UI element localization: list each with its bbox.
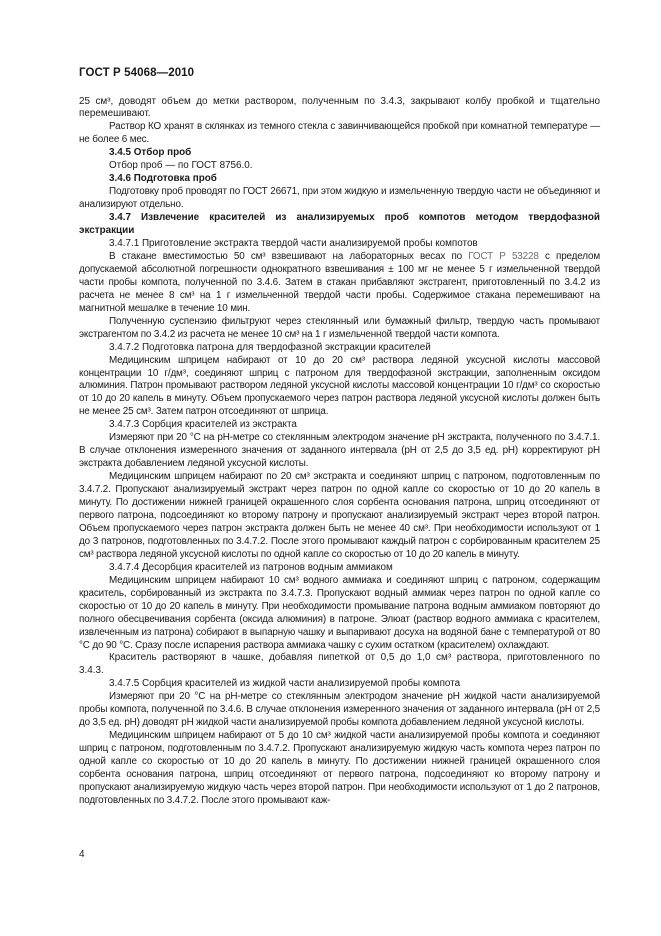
subsection-title-3-4-7-5: 3.4.7.5 Сорбция красителей из жидкой части анализируемой пробы компота bbox=[109, 678, 461, 690]
paragraph: Отбор проб — по ГОСТ 8756.0. bbox=[109, 160, 253, 172]
document-body bbox=[79, 96, 600, 808]
paragraph bbox=[79, 251, 600, 316]
paragraph: Медицинским шприцем набирают от 10 до 20 см³ раствора ледяной уксусной кислоты массовой концентрации 10 г/дм³, соединяют шприц с патроном для твердофазной экстракции, заполненным оксидом алюминия. Патрон промывают раствором ледяной уксусной кислоты массовой концентрации 10 г/дм³ со скоростью от 10 до 20 капель в минуту. Объем пропускаемого через патрон раствора ледяной уксусной кислоты должен быть не менее 25 см³. Затем патрон отсоединяют от шприца. bbox=[79, 354, 600, 418]
paragraph: Медицинским шприцем набирают 10 см³ водного аммиака и соединяют шприц с патроном, содержащим краситель, сорбированный из экстракта по 3.4.7.3. Пропускают водный аммиак через патрон по одной капле со скоростью от 10 до 20 капель в минуту. При необходимости промывание патрона водным аммиаком повторяют до полного обесцвечивания сорбента (оксида алюминия) в патроне. Элюат (раствор водного аммиака с красителем, извлеченным из патрона) собирают в выпарную чашку и выпаривают досуха на водяной бане с температурой от 80 °С до 90 °С. Сразу после испарения раствора аммиака чашку с сухим остатком (красителем) охлаждают. bbox=[79, 574, 600, 651]
paragraph: Краситель растворяют в чашке, добавляя пипеткой от 0,5 до 1,0 см³ раствора, приготовленного по 3.4.3. bbox=[79, 652, 600, 677]
standard-reference: ГОСТ Р 53228 bbox=[468, 250, 539, 262]
paragraph: Подготовку проб проводят по ГОСТ 26671, при этом жидкую и измельченную твердую части не объединяют и анализируют отдельно. bbox=[79, 186, 600, 211]
paragraph: Полученную суспензию фильтруют через стеклянный или бумажный фильтр, твердую часть промывают экстрагентом по 3.4.2 из расчета не менее 10 см³ на 1 г измельченной твердой части компота. bbox=[79, 315, 600, 340]
document-header: ГОСТ Р 54068—2010 bbox=[79, 67, 195, 79]
paragraph-text: В стакане вместимостью 50 см³ взвешивают на лабораторных весах по bbox=[109, 250, 469, 262]
page-number: 4 bbox=[79, 849, 85, 860]
section-heading-3-4-5: 3.4.5 Отбор проб bbox=[109, 147, 192, 159]
subsection-title-3-4-7-3: 3.4.7.3 Сорбция красителей из экстракта bbox=[109, 419, 297, 431]
paragraph: Раствор КО хранят в склянках из темного стекла с завинчивающейся пробкой при комнатной температуре — не более 6 мес. bbox=[79, 121, 600, 146]
paragraph-text: с пределом допускаемой абсолютной погрешности однократного взвешивания ± 100 мг не менее 5 г измельченной твердой части пробы компота, полученной по 3.4.6. Затем в стакан прибавляют экстрагент, приготовленный по 3.4.2 из расчета не менее 8 см³ на 1 г измельченной твердой части пробы. Содержимое стакана перемешивают на магнитной мешалке в течение 10 мин. bbox=[79, 250, 601, 314]
paragraph: Измеряют при 20 °С на рН-метре со стеклянным электродом значение рН жидкой части анализируемой пробы компота, полученной по 3.4.6. В случае отклонения измеренного значения от заданного интервала (рН от 2,5 до 3,5 ед. рН) доводят рН жидкой части анализируемой пробы компота добавлением ледяной уксусной кислоты. bbox=[79, 691, 600, 729]
paragraph: Медицинским шприцем набирают от 5 до 10 см³ жидкой части анализируемой пробы компота и соединяют шприц с патроном, подготовленным по 3.4.7.2. Пропускают анализируемую жидкую часть компота через патрон по одной капле со скоростью от 10 до 20 капель в минуту. По достижении нижней границей окрашенного слоя сорбента основания патрона, шприц отсоединяют от первого патрона, подсоединяют ко второму патрону и пропускают анализируемую жидкую часть через второй патрон. При необходимости используют от 1 до 2 патронов, подготовленных по 3.4.7.2. После этого промывают каж- bbox=[79, 730, 600, 806]
paragraph-continuation: 25 см³, доводят объем до метки раствором, полученным по 3.4.3, закрывают колбу пробкой и тщательно перемешивают. bbox=[79, 95, 600, 120]
section-heading-3-4-7: 3.4.7 Извлечение красителей из анализируемых проб компотов методом твердофазной экстракции bbox=[79, 212, 600, 237]
paragraph: Медицинским шприцем набирают по 20 см³ экстракта и соединяют шприц с патроном, подготовленным по 3.4.7.2. Пропускают анализируемый экстракт через патрон по одной капле со скоростью от 10 до 20 капель в минуту. По достижении нижней границей окрашенного слоя сорбента основания патрона, шприц отсоединяют от первого патрона, подсоединяют ко второму патрону и пропускают анализируемый экстракт через второй патрон. Объем пропускаемого через патрон экстракта должен быть не менее 40 см³. При необходимости используют от 1 до 3 патронов, подготовленных по 3.4.7.2. После этого промывают каждый патрон с сорбированным красителем 25 см³ раствора ледяной уксусной кислоты по одной капле со скоростью от 10 до 20 капель в минуту. bbox=[79, 471, 600, 560]
subsection-title-3-4-7-1: 3.4.7.1 Приготовление экстракта твердой части анализируемой пробы компотов bbox=[109, 237, 478, 249]
section-heading-3-4-6: 3.4.6 Подготовка проб bbox=[109, 173, 217, 185]
paragraph: Измеряют при 20 °С на рН-метре со стеклянным электродом значение рН экстракта, полученного по 3.4.7.1. В случае отклонения измеренного значения от заданного интервала (рН от 2,5 до 3,5 ед. рН) корректируют рН экстракта добавлением ледяной уксусной кислоты. bbox=[79, 432, 600, 470]
subsection-title-3-4-7-4: 3.4.7.4 Десорбция красителей из патронов водным аммиаком bbox=[109, 561, 393, 573]
subsection-title-3-4-7-2: 3.4.7.2 Подготовка патрона для твердофазной экстракции красителей bbox=[109, 341, 431, 353]
